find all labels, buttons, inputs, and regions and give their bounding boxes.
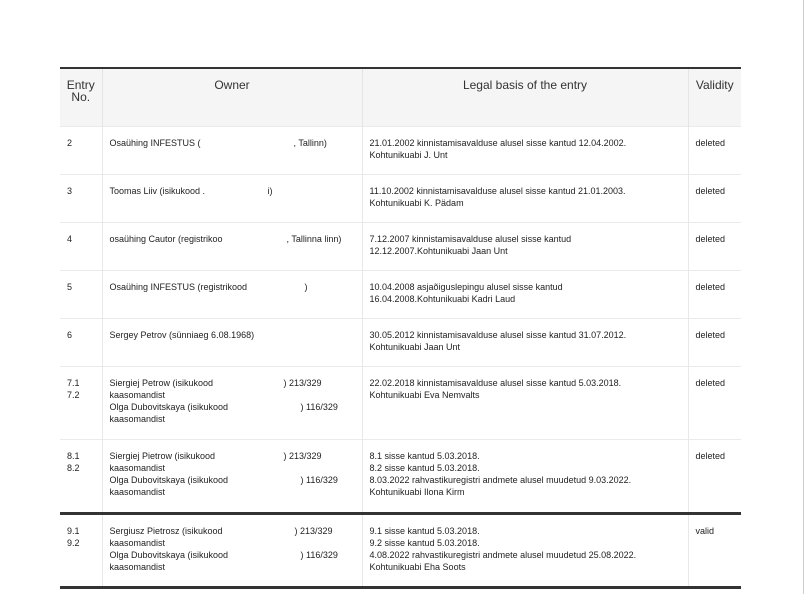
owner-text: kaasomandist <box>109 414 166 424</box>
entry-number: 9.1 <box>67 526 80 536</box>
owner-text: Olga Dubovitskaya (isikukood <box>109 475 229 485</box>
owner-suffix: ) 213/329 <box>283 451 322 461</box>
owner-line <box>110 413 356 425</box>
entry-no-cell <box>60 367 102 440</box>
entry-number: 7.1 <box>67 378 80 388</box>
entry-no-cell <box>60 223 102 271</box>
owner-text: Sergey Petrov (sünniaeg 6.08.1968) <box>109 330 255 340</box>
header-entry-no: Entry No. <box>66 78 95 104</box>
entry-no-cell <box>60 175 102 223</box>
legal-basis-cell <box>362 440 688 514</box>
owner-suffix: i) <box>267 186 273 196</box>
legal-basis-line: 8.03.2022 rahvastikuregistri andmete alusel muudetud 9.03.2022. <box>369 475 632 485</box>
owner-text: kaasomandist <box>109 487 166 497</box>
owner-cell <box>102 271 362 319</box>
legal-basis-line: 4.08.2022 rahvastikuregistri andmete alusel muudetud 25.08.2022. <box>369 550 637 560</box>
owner-cell <box>102 514 362 588</box>
owner-suffix: ) 116/329 <box>300 550 338 560</box>
validity-cell <box>688 319 741 367</box>
owner-text: Olga Dubovitskaya (isikukood <box>109 402 229 412</box>
table-row <box>60 223 741 271</box>
validity-status: deleted <box>695 138 726 148</box>
entry-number: 9.2 <box>67 538 80 548</box>
owner-text: Siergiej Pietrow (isikukood <box>109 451 216 461</box>
entry-number: 8.1 <box>67 451 80 461</box>
owner-cell <box>102 367 362 440</box>
validity-status: deleted <box>695 451 726 461</box>
legal-basis-line: 8.1 sisse kantud 5.03.2018. <box>369 451 480 461</box>
owner-line <box>110 549 356 561</box>
owner-line <box>110 486 356 498</box>
owner-line <box>110 450 356 462</box>
validity-status: valid <box>695 526 715 536</box>
table-row <box>60 514 741 588</box>
entry-number: 7.2 <box>67 390 80 400</box>
table-row <box>60 367 741 440</box>
legal-basis-line: 10.04.2008 asjaõiguslepingu alusel sisse kantud <box>369 282 563 292</box>
ownership-table <box>60 67 741 589</box>
legal-basis-cell <box>362 319 688 367</box>
validity-status: deleted <box>695 282 726 292</box>
legal-basis-line: Kohtunikuabi Eva Nemvalts <box>369 390 480 400</box>
legal-basis-line: 9.1 sisse kantud 5.03.2018. <box>369 526 480 536</box>
validity-cell <box>688 175 741 223</box>
owner-suffix: ) <box>304 282 308 292</box>
table-row <box>60 175 741 223</box>
entry-number: 4 <box>67 234 73 244</box>
legal-basis-line: 9.2 sisse kantud 5.03.2018. <box>369 538 480 548</box>
owner-line <box>110 401 356 413</box>
validity-cell <box>688 271 741 319</box>
owner-line <box>110 474 356 486</box>
table-row <box>60 319 741 367</box>
owner-text: kaasomandist <box>109 538 166 548</box>
legal-basis-line: 8.2 sisse kantud 5.03.2018. <box>369 463 480 473</box>
owner-line <box>110 537 356 549</box>
legal-basis-line: Kohtunikuabi Ilona Kirm <box>369 487 465 497</box>
owner-text: Sergiusz Pietrosz (isikukood <box>109 526 223 536</box>
owner-cell <box>102 319 362 367</box>
entry-number: 6 <box>67 330 73 340</box>
owner-text: kaasomandist <box>109 562 166 572</box>
owner-cell <box>102 223 362 271</box>
header-owner: Owner <box>102 68 362 127</box>
owner-cell <box>102 440 362 514</box>
validity-status: deleted <box>695 378 726 388</box>
legal-basis-line: Kohtunikuabi K. Pädam <box>369 198 464 208</box>
entry-number: 5 <box>67 282 73 292</box>
legal-basis-line: Kohtunikuabi J. Unt <box>369 150 448 160</box>
owner-line <box>110 281 356 293</box>
legal-basis-line: 21.01.2002 kinnistamisavalduse alusel sisse kantud 12.04.2002. <box>369 138 627 148</box>
validity-status: deleted <box>695 234 726 244</box>
entry-number: 2 <box>67 138 73 148</box>
entry-no-cell <box>60 271 102 319</box>
owner-text: Olga Dubovitskaya (isikukood <box>109 550 229 560</box>
table-header-row <box>60 68 741 127</box>
owner-line <box>110 329 356 341</box>
owner-cell <box>102 175 362 223</box>
owner-line <box>110 525 356 537</box>
header-legal-basis: Legal basis of the entry <box>362 68 688 127</box>
legal-basis-line: 12.12.2007.Kohtunikuabi Jaan Unt <box>369 246 508 256</box>
owner-line <box>110 185 356 197</box>
table-row <box>60 271 741 319</box>
owner-text: Siergiej Petrow (isikukood <box>109 378 214 388</box>
owner-text: Osaühing INFESTUS ( <box>109 138 201 148</box>
validity-cell <box>688 440 741 514</box>
table-row <box>60 127 741 175</box>
owner-suffix: ) 116/329 <box>300 475 338 485</box>
window-edge <box>803 0 804 594</box>
owner-text: osaühing Cautor (registrikoo <box>109 234 223 244</box>
legal-basis-line: 30.05.2012 kinnistamisavalduse alusel sisse kantud 31.07.2012. <box>369 330 627 340</box>
entry-no-cell <box>60 127 102 175</box>
owner-line <box>110 561 356 573</box>
owner-line <box>110 233 356 245</box>
legal-basis-cell <box>362 127 688 175</box>
legal-basis-line: 16.04.2008.Kohtunikuabi Kadri Laud <box>369 294 516 304</box>
owner-text: kaasomandist <box>109 390 166 400</box>
validity-status: deleted <box>695 186 726 196</box>
entry-no-cell <box>60 319 102 367</box>
entry-number: 8.2 <box>67 463 80 473</box>
header-validity: Validity <box>688 68 741 127</box>
legal-basis-line: Kohtunikuabi Eha Soots <box>369 562 466 572</box>
entry-number: 3 <box>67 186 73 196</box>
legal-basis-line: 22.02.2018 kinnistamisavalduse alusel sisse kantud 5.03.2018. <box>369 378 622 388</box>
legal-basis-line: 7.12.2007 kinnistamisavalduse alusel sisse kantud <box>369 234 572 244</box>
owner-text: Osaühing INFESTUS (registrikood <box>109 282 248 292</box>
owner-line <box>110 377 356 389</box>
legal-basis-cell <box>362 175 688 223</box>
owner-suffix: ) 213/329 <box>294 526 333 536</box>
validity-cell <box>688 514 741 588</box>
table-row <box>60 440 741 514</box>
owner-line <box>110 462 356 474</box>
legal-basis-cell <box>362 514 688 588</box>
validity-status: deleted <box>695 330 726 340</box>
legal-basis-line: 11.10.2002 kinnistamisavalduse alusel sisse kantud 21.01.2003. <box>369 186 626 196</box>
entry-no-cell <box>60 440 102 514</box>
owner-line <box>110 137 356 149</box>
owner-suffix: ) 116/329 <box>300 402 338 412</box>
owner-suffix: , Tallinn) <box>293 138 327 148</box>
owner-line <box>110 389 356 401</box>
legal-basis-line: Kohtunikuabi Jaan Unt <box>369 342 461 352</box>
owner-cell <box>102 127 362 175</box>
validity-cell <box>688 223 741 271</box>
legal-basis-cell <box>362 367 688 440</box>
owner-suffix: ) 213/329 <box>283 378 322 388</box>
legal-basis-cell <box>362 223 688 271</box>
entry-no-cell <box>60 514 102 588</box>
owner-text: kaasomandist <box>109 463 166 473</box>
owner-suffix: , Tallinna linn) <box>286 234 342 244</box>
legal-basis-cell <box>362 271 688 319</box>
validity-cell <box>688 367 741 440</box>
owner-text: Toomas Liiv (isikukood . <box>109 186 206 196</box>
validity-cell <box>688 127 741 175</box>
